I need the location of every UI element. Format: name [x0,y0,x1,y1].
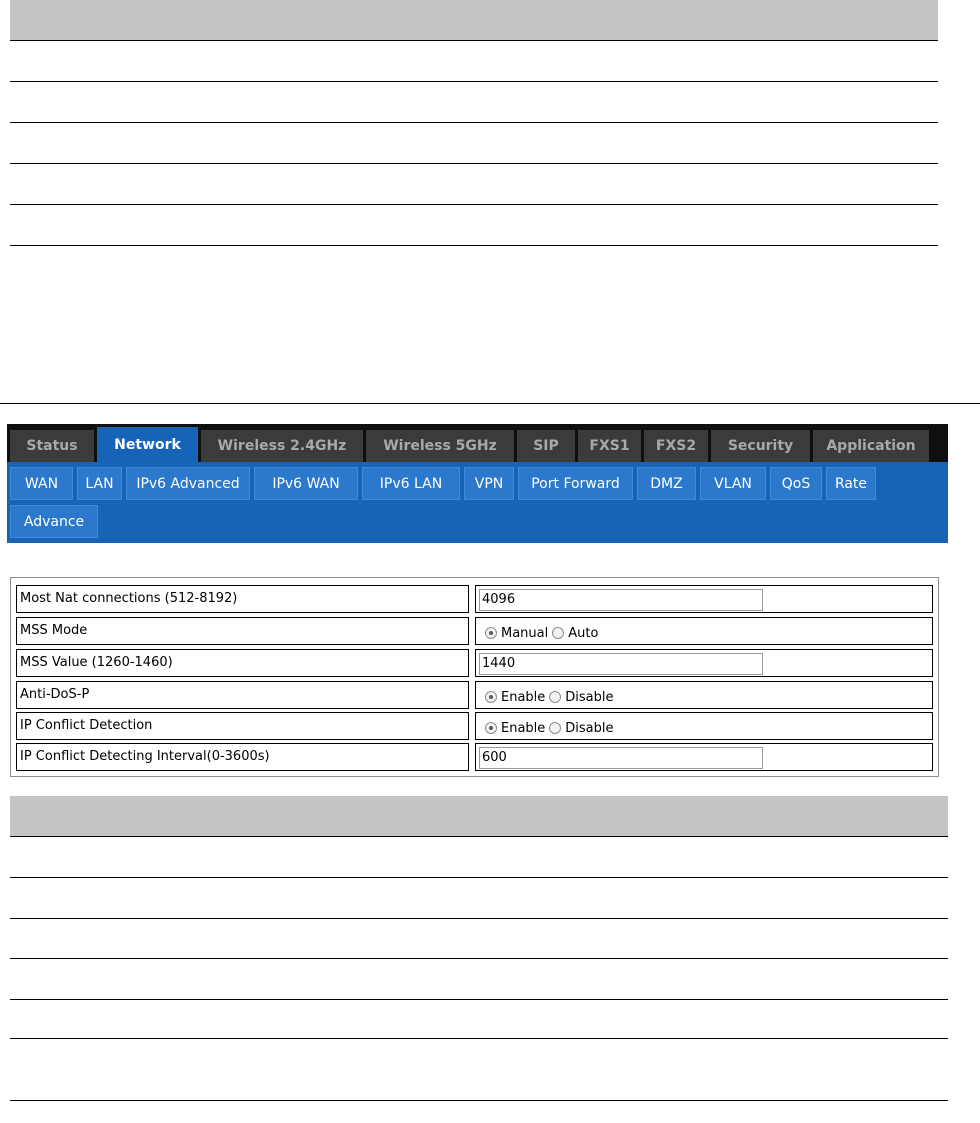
row-mss-value [16,649,933,677]
doc-table-row [10,205,938,246]
subtab-ipv6-wan[interactable]: IPv6 WAN [254,467,358,500]
value-cell [475,712,933,740]
subtab-qos[interactable]: QoS [770,467,822,500]
doc-table-row [10,919,948,959]
doc-table-row [10,837,948,878]
subtab-ipv6-lan[interactable]: IPv6 LAN [362,467,460,500]
sub-nav-row [7,467,948,500]
ip-conflict-enable-radio[interactable] [485,722,497,734]
doc-table-header [10,796,948,837]
tab-fxs1[interactable]: FXS1 [578,430,641,462]
mss-mode-radio-group [485,624,602,642]
ip-conflict-disable-radio[interactable] [549,722,561,734]
tab-wireless-24ghz[interactable]: Wireless 2.4GHz [201,430,363,462]
row-anti-dos [16,681,933,709]
tab-sip[interactable]: SIP [517,430,575,462]
label-anti-dos: Anti-DoS-P [16,681,469,709]
radio-label: Disable [565,720,614,736]
ip-conflict-interval-input[interactable]: 600 [479,747,763,769]
tab-status[interactable]: Status [10,430,94,462]
label-mss-value: MSS Value (1260-1460) [16,649,469,677]
doc-table-header [10,0,938,41]
main-nav [7,424,948,462]
doc-table-row [10,959,948,1000]
anti-dos-disable-radio[interactable] [549,691,561,703]
value-cell [475,585,933,613]
tab-fxs2[interactable]: FXS2 [644,430,708,462]
value-cell [475,617,933,645]
page-divider [0,403,980,404]
subtab-wan[interactable]: WAN [10,467,73,500]
doc-table-row [10,1039,948,1101]
row-ip-conflict-interval [16,743,933,771]
doc-table-row [10,878,948,919]
value-cell [475,743,933,771]
tab-wireless-5ghz[interactable]: Wireless 5GHz [366,430,514,462]
label-ip-conflict-interval: IP Conflict Detecting Interval(0-3600s) [16,743,469,771]
subtab-vpn[interactable]: VPN [464,467,514,500]
subtab-rate[interactable]: Rate [826,467,876,500]
doc-table-row [10,41,938,82]
mss-value-input[interactable]: 1440 [479,653,763,675]
doc-table-row [10,123,938,164]
ip-conflict-radio-group [485,719,618,737]
row-mss-mode [16,617,933,645]
subtab-port-forward[interactable]: Port Forward [518,467,633,500]
nat-connections-input[interactable]: 4096 [479,589,763,611]
value-cell [475,649,933,677]
sub-nav-row [7,505,948,538]
radio-label: Manual [501,625,549,641]
tab-security[interactable]: Security [711,430,810,462]
tab-application[interactable]: Application [813,430,929,462]
subtab-advance[interactable]: Advance [10,505,98,538]
router-ui [7,424,948,543]
value-cell [475,681,933,709]
label-mss-mode: MSS Mode [16,617,469,645]
mss-mode-auto-radio[interactable] [552,627,564,639]
label-ip-conflict-detection: IP Conflict Detection [16,712,469,740]
radio-label: Disable [565,689,614,705]
sub-nav [7,462,948,543]
tab-network[interactable]: Network [97,427,198,462]
subtab-ipv6-advanced[interactable]: IPv6 Advanced [126,467,250,500]
mss-mode-manual-radio[interactable] [485,627,497,639]
subtab-dmz[interactable]: DMZ [637,467,696,500]
advanced-settings-form [10,577,939,777]
doc-table-row [10,82,938,123]
row-ip-conflict-detection [16,712,933,740]
label-nat-connections: Most Nat connections (512-8192) [16,585,469,613]
doc-table-row [10,164,938,205]
doc-table-bottom [10,796,948,1101]
radio-label: Auto [568,625,599,641]
radio-label: Enable [501,689,546,705]
radio-label: Enable [501,720,546,736]
anti-dos-enable-radio[interactable] [485,691,497,703]
anti-dos-radio-group [485,688,618,706]
subtab-vlan[interactable]: VLAN [700,467,766,500]
subtab-lan[interactable]: LAN [77,467,122,500]
doc-table-row [10,1000,948,1039]
doc-table-top [10,0,938,246]
row-nat-connections [16,585,933,613]
